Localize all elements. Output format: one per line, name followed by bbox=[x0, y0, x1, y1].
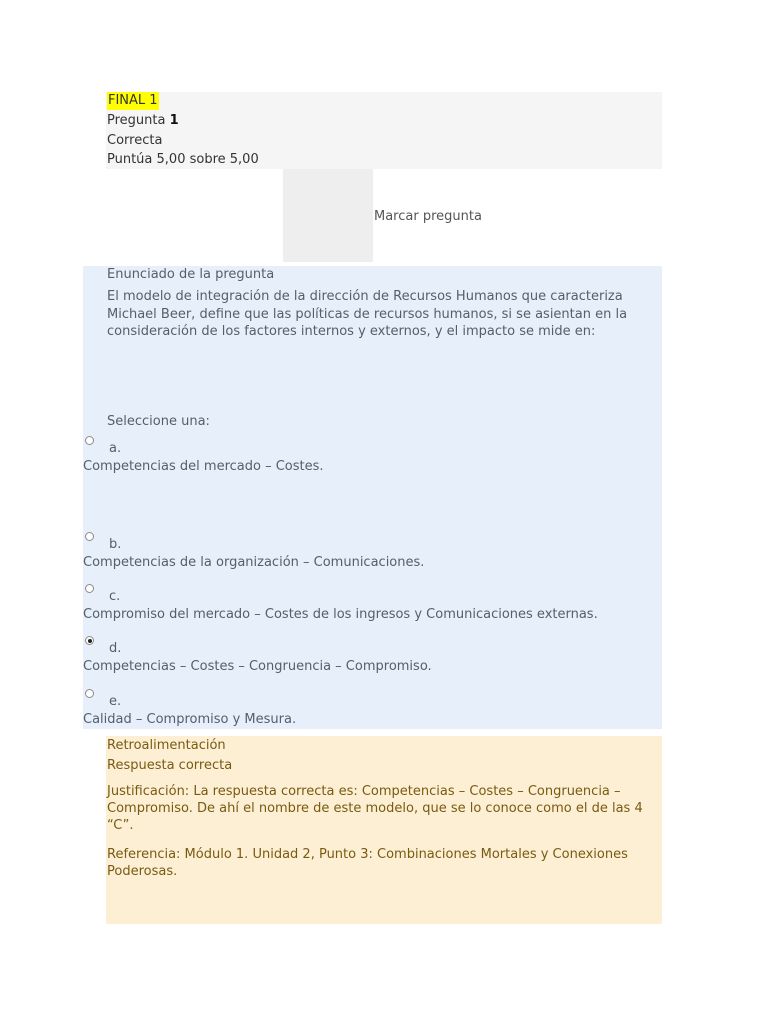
select-prompt: Seleccione una: bbox=[107, 414, 210, 429]
question-text: El modelo de integración de la dirección de Recursos Humanos que caracteriza Michael Beer, define que las políticas de recursos humanos, si se asientan en la consideración de los factores internos y externos, y el impacto se mide en: bbox=[107, 289, 628, 339]
option-d-letter: d. bbox=[109, 641, 122, 656]
option-b-text[interactable]: Competencias de la organización – Comunicaciones. bbox=[83, 555, 425, 570]
question-state: Correcta bbox=[107, 133, 163, 148]
option-b-letter: b. bbox=[109, 537, 122, 552]
flag-question-link[interactable]: Marcar pregunta bbox=[374, 209, 482, 224]
question-content bbox=[83, 266, 662, 729]
flag-icon[interactable] bbox=[283, 169, 373, 262]
feedback-box bbox=[106, 736, 662, 924]
question-grade: Puntúa 5,00 sobre 5,00 bbox=[107, 152, 259, 167]
option-a-text[interactable]: Competencias del mercado – Costes. bbox=[83, 459, 324, 474]
option-c-text[interactable]: Compromiso del mercado – Costes de los ingresos y Comunicaciones externas. bbox=[83, 607, 598, 622]
option-d-text[interactable]: Competencias – Costes – Congruencia – Compromiso. bbox=[83, 659, 432, 674]
question-heading: Enunciado de la pregunta bbox=[107, 267, 275, 282]
feedback-justification: Justificación: La respuesta correcta es: Competencias – Costes – Congruencia – Compromiso. De ahí el nombre de este modelo, que se lo conoce como el de las 4 “C”. bbox=[107, 784, 643, 833]
feedback-reference: Referencia: Módulo 1. Unidad 2, Punto 3: Combinaciones Mortales y Conexiones Poderosas. bbox=[107, 847, 628, 879]
feedback-right-answer: Respuesta correcta bbox=[107, 758, 233, 773]
quiz-title: FINAL 1 bbox=[108, 93, 158, 108]
question-label: Pregunta bbox=[107, 113, 166, 128]
option-a-radio[interactable] bbox=[85, 436, 94, 445]
option-c-letter: c. bbox=[109, 589, 121, 604]
question-number bbox=[107, 112, 179, 130]
option-e-text[interactable]: Calidad – Compromiso y Mesura. bbox=[83, 712, 297, 727]
question-number-value: 1 bbox=[169, 113, 179, 128]
option-e-radio[interactable] bbox=[85, 689, 94, 698]
question-info bbox=[106, 92, 662, 169]
option-a-letter: a. bbox=[109, 441, 122, 456]
option-d-radio[interactable] bbox=[85, 636, 94, 645]
feedback-heading: Retroalimentación bbox=[107, 738, 226, 753]
option-e-letter: e. bbox=[109, 694, 122, 709]
option-b-radio[interactable] bbox=[85, 532, 94, 541]
option-c-radio[interactable] bbox=[85, 584, 94, 593]
